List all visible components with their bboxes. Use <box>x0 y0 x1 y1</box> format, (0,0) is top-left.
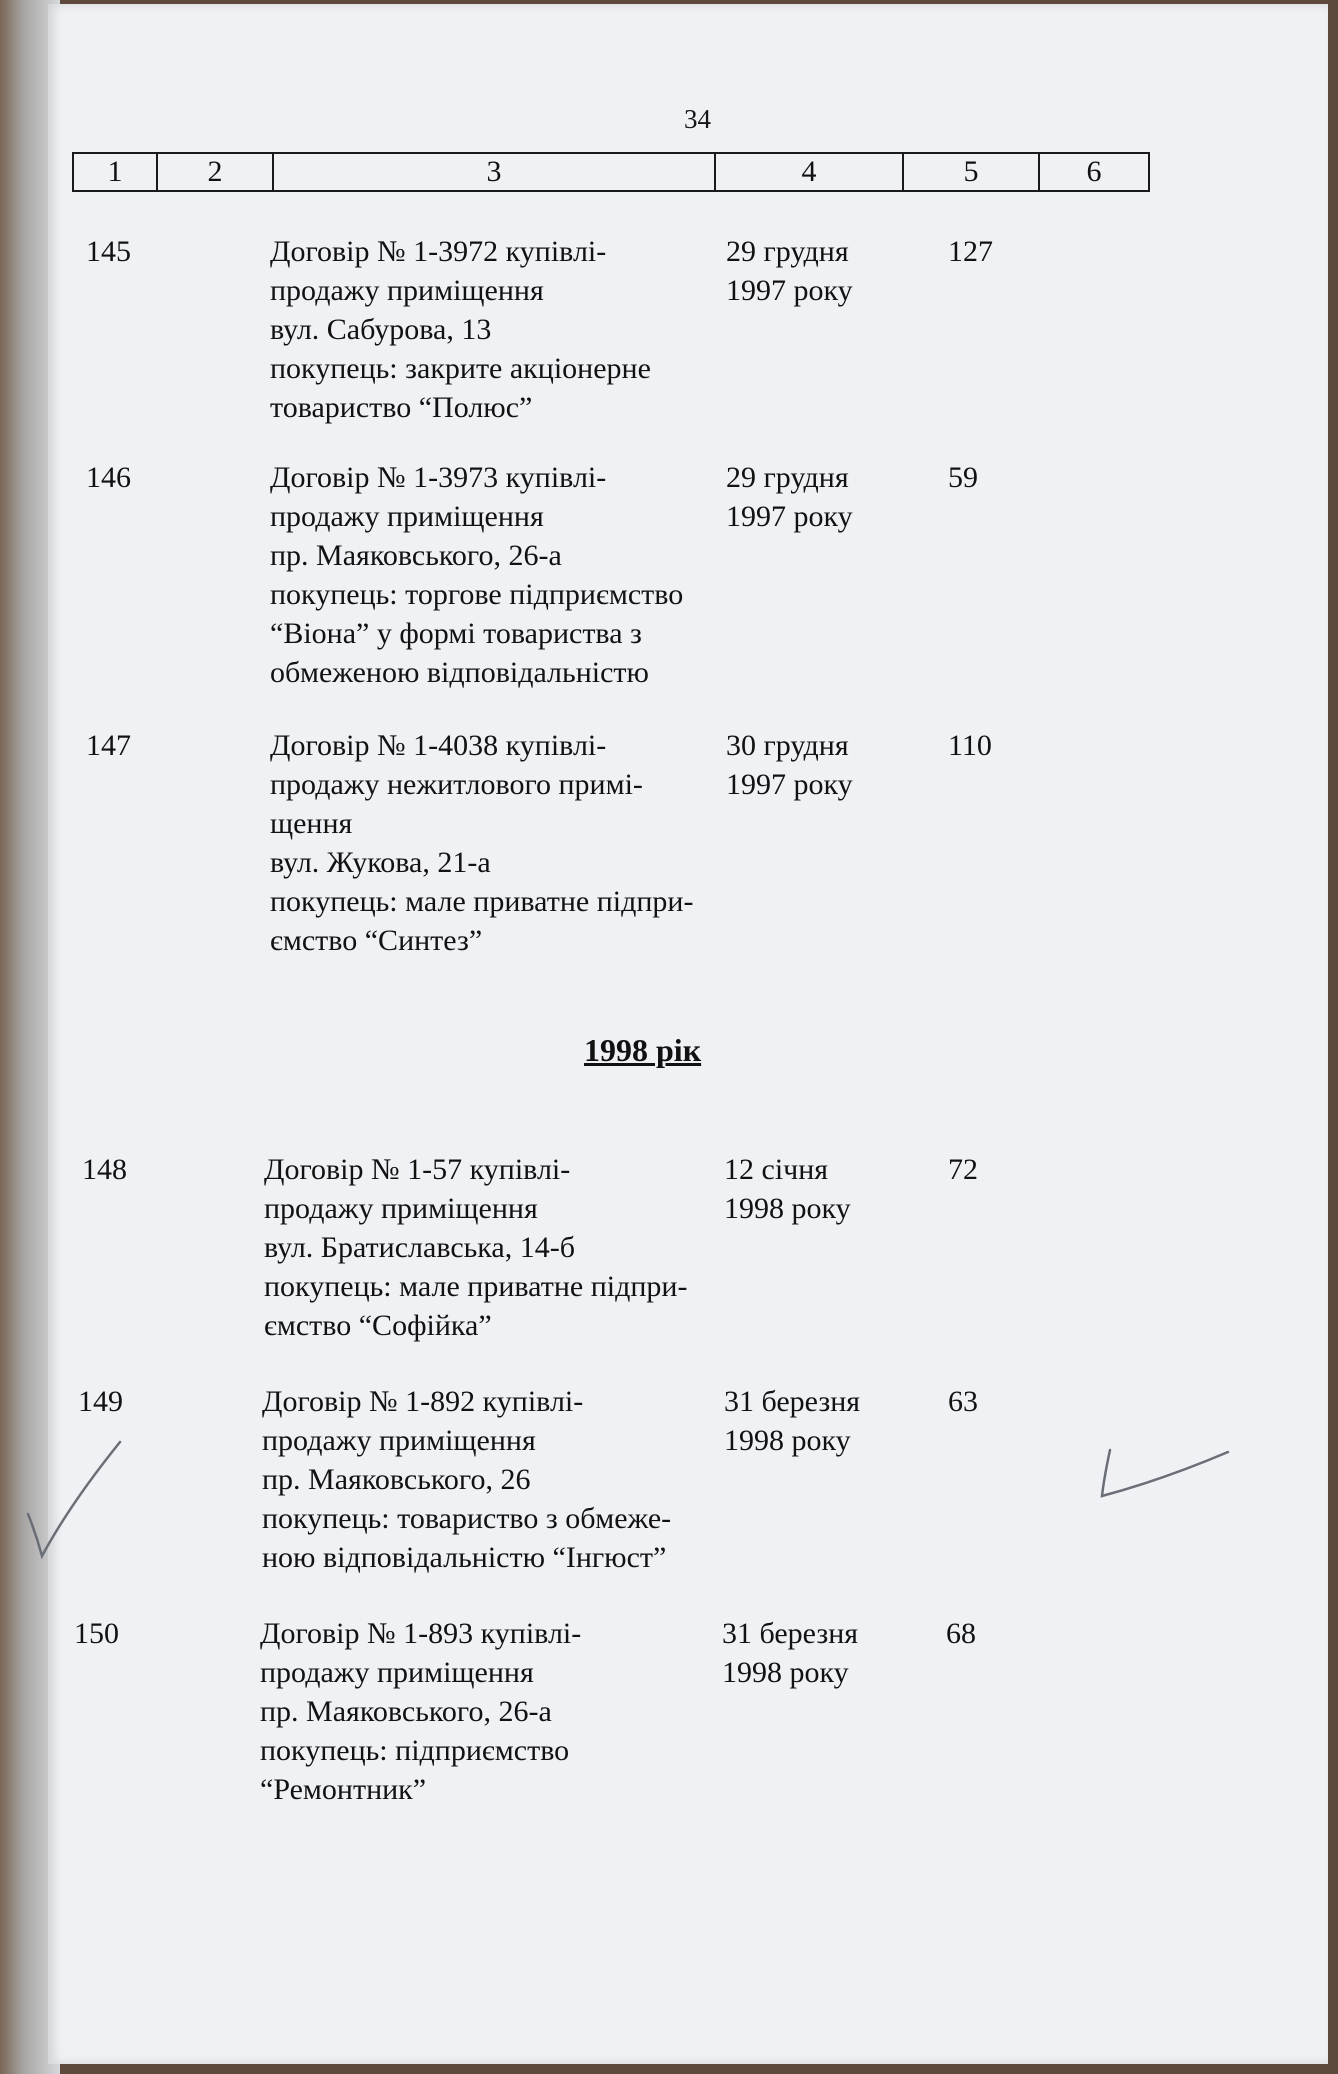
entry-number: 148 <box>82 1153 127 1186</box>
description-line: ємство “Синтез” <box>270 924 483 957</box>
column-header-6: 6 <box>1039 153 1149 191</box>
entry-description <box>264 1150 784 1345</box>
date-line: 30 грудня <box>726 729 849 762</box>
description-line: Договір № 1-4038 купівлі- <box>270 729 607 762</box>
description-line: Договір № 1-3973 купівлі- <box>270 461 607 494</box>
description-line: продажу приміщення <box>262 1424 536 1457</box>
description-line: “Віона” у формі товариства з <box>270 617 642 650</box>
entry-description <box>262 1382 782 1577</box>
entry-date <box>726 726 853 804</box>
entry-number: 147 <box>86 729 131 762</box>
description-line: вул. Жукова, 21-а <box>270 846 491 879</box>
entry-description <box>270 458 790 692</box>
date-line: 29 грудня <box>726 235 849 268</box>
description-line: покупець: мале приватне підпри- <box>264 1270 688 1303</box>
description-line: пр. Маяковського, 26-а <box>260 1695 552 1728</box>
description-line: пр. Маяковського, 26 <box>262 1463 531 1496</box>
description-line: ємство “Софійка” <box>264 1309 492 1342</box>
description-line: покупець: мале приватне підпри- <box>270 885 694 918</box>
column-header-2: 2 <box>157 153 273 191</box>
entry-number: 149 <box>78 1385 123 1418</box>
date-line: 1997 року <box>726 500 853 533</box>
date-line: 1997 року <box>726 274 853 307</box>
entry-date <box>722 1614 858 1692</box>
entry-date <box>726 232 853 310</box>
entry-number: 146 <box>86 461 131 494</box>
column-header-table <box>72 152 1150 192</box>
entry-page-count: 68 <box>946 1617 976 1650</box>
column-header-4: 4 <box>715 153 903 191</box>
pencil-checkmark-icon <box>20 1434 130 1564</box>
description-line: ною відповідальністю “Інгюст” <box>262 1541 667 1574</box>
entry-date <box>724 1150 851 1228</box>
date-line: 12 січня <box>724 1153 829 1186</box>
column-header-1: 1 <box>73 153 157 191</box>
description-line: Договір № 1-57 купівлі- <box>264 1153 571 1186</box>
description-line: товариство “Полюс” <box>270 391 533 424</box>
date-line: 31 березня <box>722 1617 859 1650</box>
description-line: продажу приміщення <box>260 1656 534 1689</box>
page-number: 34 <box>684 104 711 134</box>
entry-page-count: 72 <box>948 1153 978 1186</box>
date-line: 31 березня <box>724 1385 861 1418</box>
description-line: покупець: підприємство <box>260 1734 570 1767</box>
description-line: продажу приміщення <box>264 1192 538 1225</box>
entry-description <box>270 232 790 427</box>
date-line: 1998 року <box>724 1424 851 1457</box>
description-line: вул. Братиславська, 14-б <box>264 1231 576 1264</box>
description-line: пр. Маяковського, 26-а <box>270 539 562 572</box>
description-line: покупець: закрите акціонерне <box>270 352 651 385</box>
date-line: 29 грудня <box>726 461 849 494</box>
entry-description <box>270 726 790 960</box>
description-line: покупець: товариство з обмеже- <box>262 1502 672 1535</box>
pencil-checkmark-icon <box>1092 1440 1242 1510</box>
date-line: 1997 року <box>726 768 853 801</box>
entry-page-count: 59 <box>948 461 978 494</box>
column-header-3: 3 <box>273 153 715 191</box>
year-heading: 1998 рік <box>584 1032 702 1068</box>
description-line: вул. Сабурова, 13 <box>270 313 492 346</box>
description-line: обмеженою відповідальністю <box>270 656 649 689</box>
description-line: щення <box>270 807 353 840</box>
document-page <box>48 4 1328 2064</box>
entry-page-count: 63 <box>948 1385 978 1418</box>
description-line: покупець: торгове підприємство <box>270 578 684 611</box>
date-line: 1998 року <box>722 1656 849 1689</box>
description-line: Договір № 1-892 купівлі- <box>262 1385 584 1418</box>
entry-page-count: 127 <box>948 235 993 268</box>
entry-date <box>724 1382 860 1460</box>
description-line: продажу приміщення <box>270 274 544 307</box>
entry-date <box>726 458 853 536</box>
entry-page-count: 110 <box>948 729 992 762</box>
description-line: продажу нежитлового примі- <box>270 768 643 801</box>
description-line: продажу приміщення <box>270 500 544 533</box>
description-line: Договір № 1-3972 купівлі- <box>270 235 607 268</box>
entry-number: 150 <box>74 1617 119 1650</box>
date-line: 1998 року <box>724 1192 851 1225</box>
description-line: Договір № 1-893 купівлі- <box>260 1617 582 1650</box>
entry-number: 145 <box>86 235 131 268</box>
entry-description <box>260 1614 780 1809</box>
column-header-row <box>73 153 1149 191</box>
description-line: “Ремонтник” <box>260 1773 427 1806</box>
column-header-5: 5 <box>903 153 1039 191</box>
